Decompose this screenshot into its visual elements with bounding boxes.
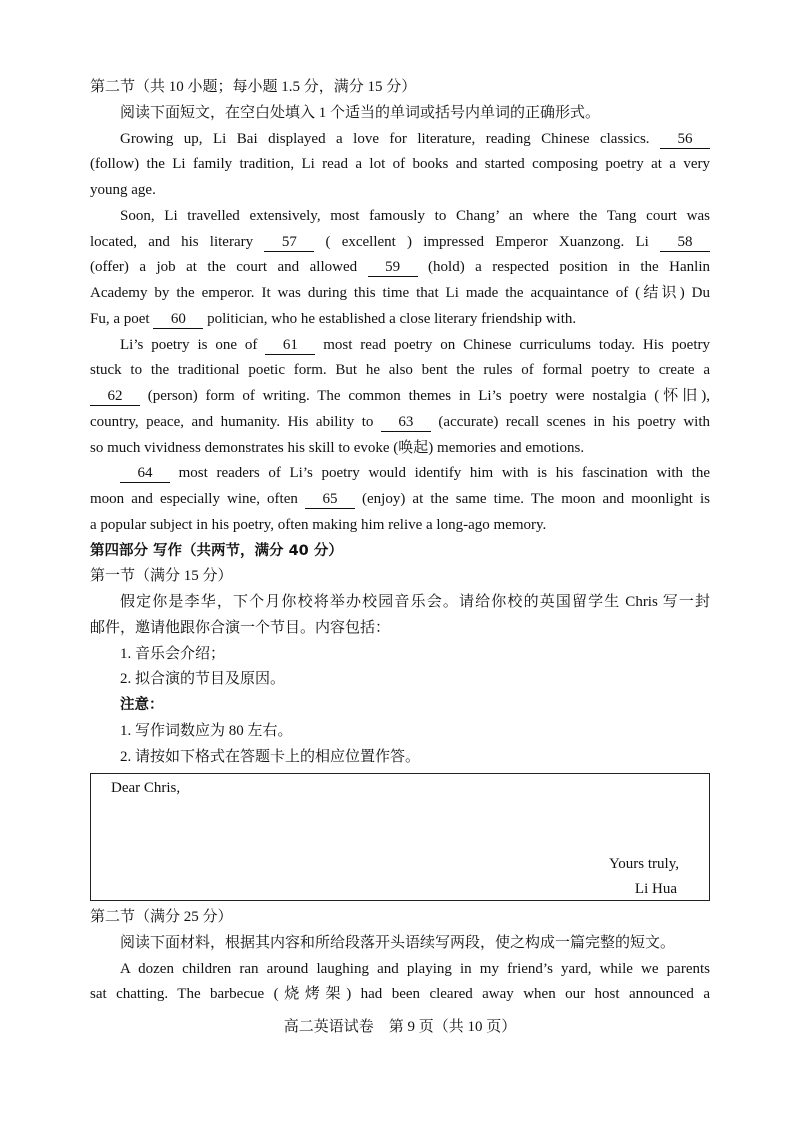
text-line (90, 230, 710, 256)
text-line (90, 487, 710, 513)
text-line (90, 564, 710, 590)
text-segment: Li’s poetry is one of (120, 336, 266, 353)
text-line (90, 745, 710, 771)
answer-blank: 61 (265, 336, 315, 355)
letter-closing: Yours truly, (608, 856, 679, 872)
continuation-writing-section (90, 905, 710, 1008)
text-segment: ( excellent ) impressed Emperor Xuanzong. Li (314, 233, 661, 250)
text-segment: 第四部分 写作（共两节，满分 40 分） (90, 542, 343, 559)
text-segment: 第二节（共 10 小题；每小题 1.5 分，满分 15 分） (90, 79, 417, 95)
text-segment: (enjoy) at the same time. The moon and moonlight is (354, 491, 710, 507)
text-line (90, 905, 710, 931)
text-segment: 假定你是李华，下个月你校将举办校园音乐会。请给你校的英国留学生 Chris 写一封 (120, 594, 710, 610)
answer-blank: 57 (264, 233, 314, 252)
answer-blank: 64 (120, 464, 170, 483)
text-line (90, 957, 710, 983)
text-segment: (person) form of writing. The common themes in Li’s poetry were nostalgia (怀旧), (140, 388, 710, 404)
text-segment: 1. 音乐会介绍； (120, 645, 226, 662)
text-segment: 邮件，邀请他跟你合演一个节目。内容包括： (90, 619, 391, 636)
text-line (90, 693, 710, 719)
text-segment: A dozen children ran around laughing and playing in my friend’s yard, while we parents (120, 960, 710, 977)
text-segment: sat chatting. The barbecue (烧烤架) had been cleared away when our host announced a (90, 986, 710, 1003)
text-line (90, 281, 710, 307)
text-segment: country, peace, and humanity. His ability to (90, 413, 381, 430)
text-segment: most read poetry on Chinese curriculums today. His poetry (315, 336, 710, 353)
page-footer: 高二英语试卷 第 9 页（共 10 页） (283, 1019, 517, 1035)
text-line (90, 436, 710, 462)
text-line (90, 616, 710, 642)
text-line (90, 178, 710, 204)
answer-blank: 59 (368, 258, 418, 277)
answer-blank: 65 (305, 490, 355, 509)
text-line (90, 255, 710, 281)
text-line (90, 931, 710, 957)
reading-and-writing-section (90, 75, 710, 770)
text-segment: (offer) a job at the court and allowed (90, 259, 368, 276)
text-line (90, 333, 710, 359)
text-segment: 注意： (120, 697, 164, 713)
text-segment: Growing up, Li Bai displayed a love for literature, reading Chinese classics. (120, 130, 660, 147)
text-line (90, 204, 710, 230)
text-segment: Fu, a poet (90, 310, 154, 327)
text-segment: (hold) a respected position in the Hanlin (417, 259, 710, 276)
answer-blank: 62 (90, 387, 140, 406)
text-segment: young age. (90, 182, 156, 198)
text-line (90, 127, 710, 153)
text-line (90, 642, 710, 668)
letter-format-box (90, 773, 710, 901)
text-line (90, 307, 710, 333)
text-segment: 阅读下面短文，在空白处填入 1 个适当的单词或括号内单词的正确形式。 (120, 104, 601, 121)
text-segment: a popular subject in his poetry, often making him relive a long-ago memory. (90, 516, 547, 533)
text-line (90, 358, 710, 384)
text-line (90, 384, 710, 410)
text-segment: moon and especially wine, often (90, 491, 305, 507)
text-segment: (follow) the Li family tradition, Li read a lot of books and started composing poetry at a very (90, 156, 710, 173)
answer-blank: 60 (153, 310, 203, 329)
answer-blank: 56 (660, 130, 710, 149)
text-line (90, 75, 710, 101)
text-segment: 阅读下面材料，根据其内容和所给段落开头语续写两段，使之构成一篇完整的短文。 (120, 934, 676, 951)
answer-blank: 63 (381, 413, 431, 432)
text-segment: most readers of Li’s poetry would identify him with is his fascination with the (170, 465, 710, 482)
text-line (90, 513, 710, 539)
text-line (90, 539, 710, 565)
text-line (90, 152, 710, 178)
text-segment: 第一节（满分 15 分） (90, 568, 233, 585)
answer-blank: 58 (660, 233, 710, 252)
text-line (90, 461, 710, 487)
text-segment: 第二节（满分 25 分） (90, 909, 233, 925)
letter-signature: Li Hua (634, 881, 677, 897)
text-line (90, 719, 710, 745)
text-line (90, 410, 710, 436)
text-line (90, 590, 710, 616)
text-segment: (accurate) recall scenes in his poetry with (430, 413, 710, 430)
text-line (90, 982, 710, 1008)
text-segment: so much vividness demonstrates his skill to evoke (唤起) memories and emotions. (90, 439, 585, 456)
text-segment: located, and his literary (90, 233, 265, 250)
text-segment: 1. 写作词数应为 80 左右。 (120, 722, 293, 739)
letter-greeting: Dear Chris, (111, 780, 181, 796)
text-line (90, 101, 710, 127)
text-segment: politician, who he established a close literary friendship with. (203, 310, 577, 327)
text-segment: 2. 拟合演的节目及原因。 (120, 671, 286, 688)
text-segment: Academy by the emperor. It was during this time that Li made the acquaintance of (结识) Du (90, 285, 710, 301)
text-segment: Soon, Li travelled extensively, most famously to Chang’ an where the Tang court was (120, 207, 710, 224)
text-line (90, 667, 710, 693)
text-segment: stuck to the traditional poetic form. But he also bent the rules of formal poetry to create a (90, 362, 710, 379)
text-segment: 2. 请按如下格式在答题卡上的相应位置作答。 (120, 748, 421, 765)
